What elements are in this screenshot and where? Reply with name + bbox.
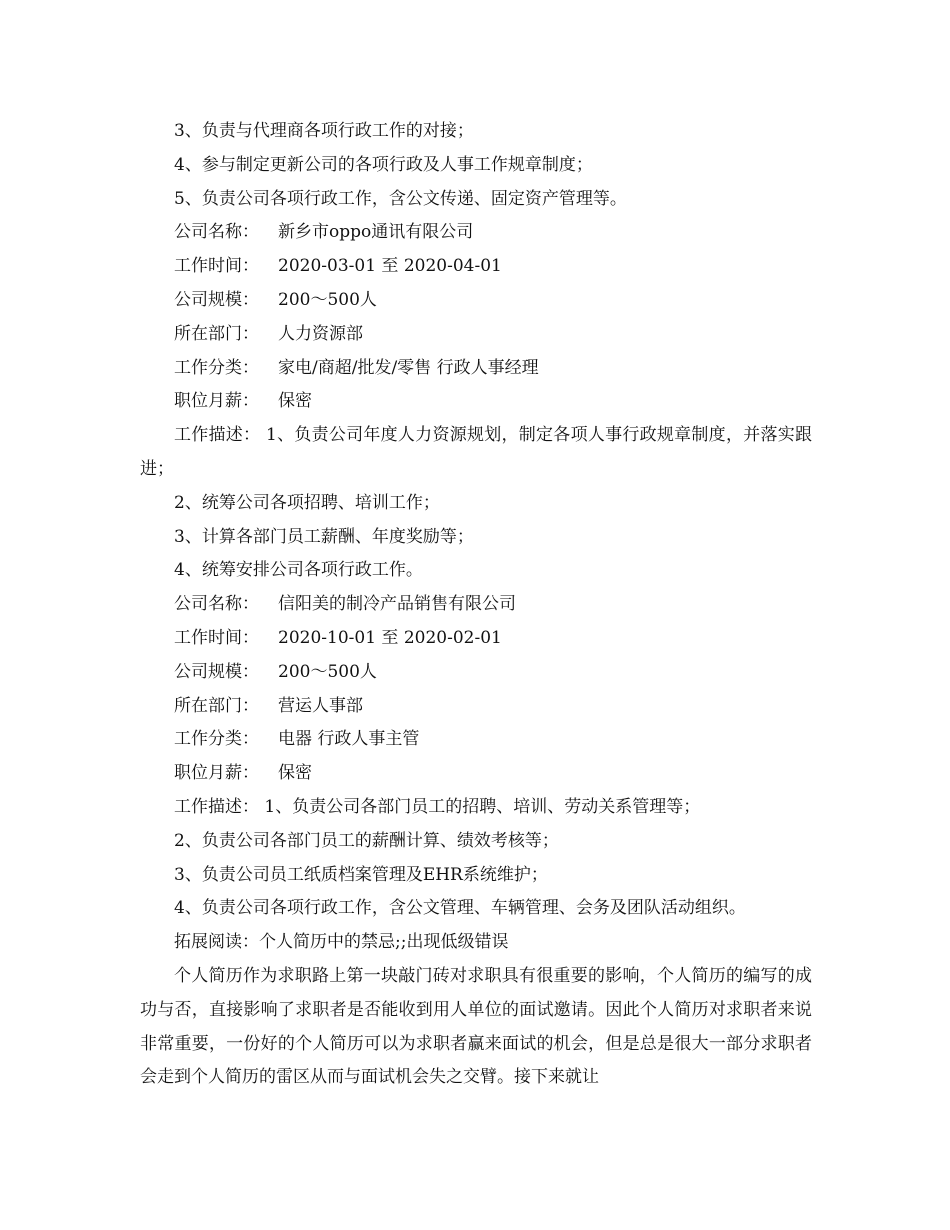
job1-category-value: 家电/商超/批发/零售 行政人事经理 [278,357,539,378]
job2-category-value: 电器 行政人事主管 [278,729,420,750]
job2-time-row [140,622,812,656]
job1-size-value: 200～500人 [278,289,377,310]
job1-dept-row [140,318,812,352]
job1-size-row [140,284,812,318]
job1-item-4: 4、统筹安排公司各项行政工作。 [174,560,423,581]
job2-item-4: 4、负责公司各项行政工作，含公文管理、车辆管理、会务及团队活动组织。 [174,898,746,919]
job1-salary-label: 职位月薪： [174,391,259,412]
job2-item-2: 2、负责公司各部门员工的薪酬计算、绩效考核等； [174,830,559,851]
job2-dept-row [140,690,812,724]
duty-line-3: 3、负责与代理商各项行政工作的对接； [174,121,474,141]
job2-description: 工作描述： 1、负责公司各部门员工的招聘、培训、劳动关系管理等； [174,796,701,817]
job1-dept-label: 所在部门： [174,323,259,344]
job1-category-label: 工作分类： [174,357,259,378]
job2-size-value: 200～500人 [278,661,377,682]
job1-category-row [140,352,812,386]
job2-size-row [140,656,812,690]
job2-company-label: 公司名称： [174,594,259,615]
job1-company-row [140,216,812,250]
job2-company-value: 信阳美的制冷产品销售有限公司 [278,594,516,615]
job2-category-label: 工作分类： [174,729,259,750]
job2-salary-label: 职位月薪： [174,763,259,784]
job1-time-row [140,250,812,284]
duty-line-4: 4、参与制定更新公司的各项行政及人事工作规章制度； [174,154,593,175]
job1-item-3: 3、计算各部门员工薪酬、年度奖励等； [174,526,474,547]
job1-dept-value: 人力资源部 [278,323,363,344]
job2-category-row [140,723,812,757]
job1-time-value: 2020-03-01 至 2020-04-01 [278,256,502,277]
job1-company-label: 公司名称： [174,222,259,243]
job2-time-label: 工作时间： [174,627,259,648]
extended-reading-title: 拓展阅读：个人简历中的禁忌;;出现低级错误 [174,932,509,953]
job2-time-value: 2020-10-01 至 2020-02-01 [278,627,502,648]
job2-company-row [140,588,812,622]
duty-line-5: 5、负责公司各项行政工作，含公文传递、固定资产管理等。 [174,188,627,209]
job2-salary-value: 保密 [278,763,312,784]
document-body [140,115,812,1095]
job2-salary-row [140,757,812,791]
job1-size-label: 公司规模： [174,289,259,310]
job1-salary-row [140,385,812,419]
extended-reading-paragraph: 个人简历作为求职路上第一块敲门砖对求职具有很重要的影响，个人简历的编写的成功与否，直接影响了求职者是否能收到用人单位的面试邀请。因此个人简历对求职者来说非常重要，一份好的个人简历可以为求职者赢来面试的机会，但是总是很大一部分求职者会走到个人简历的雷区从而与面试机会失之交臂。接下来就让 [140,965,812,1088]
job2-dept-value: 营运人事部 [278,695,363,716]
job1-company-value: 新乡市oppo通讯有限公司 [278,222,474,243]
job2-item-3: 3、负责公司员工纸质档案管理及EHR系统维护； [174,864,548,885]
job1-time-label: 工作时间： [174,256,259,277]
job1-description: 工作描述： 1、负责公司年度人力资源规划，制定各项人事行政规章制度，并落实跟进； [140,425,812,479]
job1-salary-value: 保密 [278,391,312,412]
job2-dept-label: 所在部门： [174,695,259,716]
job2-size-label: 公司规模： [174,661,259,682]
job1-item-2: 2、统筹公司各项招聘、培训工作； [174,492,440,513]
